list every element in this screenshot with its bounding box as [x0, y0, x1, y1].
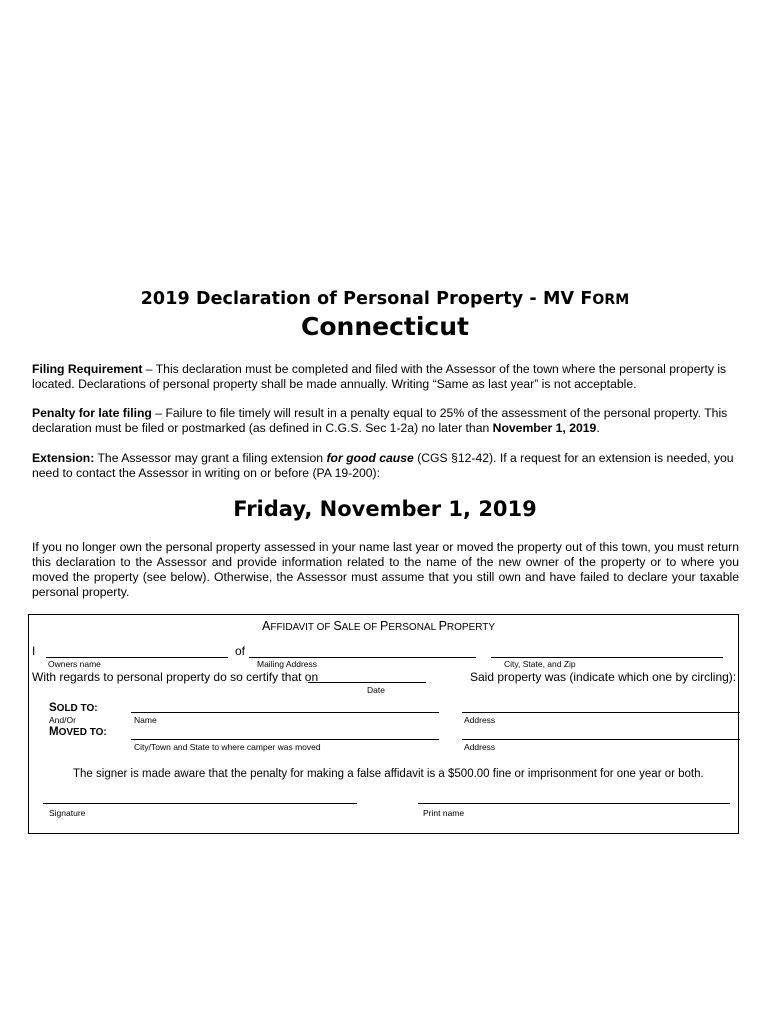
- moved-to-label[interactable]: MOVED TO:: [49, 726, 107, 738]
- affidavit-box: [28, 614, 739, 834]
- penalty-dash: –: [151, 406, 166, 420]
- mailing-address-field[interactable]: [249, 657, 476, 658]
- notice-paragraph: [32, 540, 739, 600]
- extension-text-before: The Assessor may grant a filing extension: [94, 451, 327, 465]
- owners-name-caption: Owners name: [48, 659, 101, 669]
- form-title: [0, 289, 770, 309]
- deadline-date-heading: Friday, November 1, 2019: [233, 497, 537, 521]
- print-name-caption: Print name: [423, 808, 465, 818]
- filing-dash: –: [142, 362, 156, 376]
- filing-requirement-paragraph: [32, 362, 739, 392]
- moved-to-address-field[interactable]: [462, 739, 740, 740]
- filing-requirement-label: Filing Requirement: [32, 362, 143, 376]
- penalty-end: .: [596, 421, 600, 435]
- owners-name-field[interactable]: [46, 657, 228, 658]
- penalty-paragraph: [32, 406, 739, 436]
- moved-to-city-field[interactable]: [131, 739, 439, 740]
- sold-to-label[interactable]: SOLD TO:: [49, 702, 98, 714]
- penalty-label: Penalty for late filing: [32, 406, 152, 420]
- date-caption: Date: [367, 685, 385, 695]
- print-name-field[interactable]: [418, 803, 730, 804]
- mailing-address-caption: Mailing Address: [257, 659, 318, 669]
- said-property-text: Said property was (indicate which one by circling):: [470, 670, 737, 684]
- signature-field[interactable]: [43, 803, 357, 804]
- sold-to-address-field[interactable]: [462, 712, 740, 713]
- title-text: 2019 Declaration of Personal Property - MV: [140, 289, 581, 309]
- penalty-text: Failure to file timely will result in a penalty equal to 25% of the assessment of the personal property. This declaration must be filed or postmarked (as defined in C.G.S. Sec 1-2a) no later than: [32, 406, 728, 435]
- affidavit-heading: AFFIDAVIT OF SALE OF PERSONAL PROPERTY: [262, 619, 496, 633]
- and-or-label: And/Or: [49, 715, 76, 725]
- extension-emphasis: for good cause: [326, 451, 414, 465]
- date-field[interactable]: [308, 682, 426, 683]
- extension-paragraph: [32, 451, 739, 481]
- title-form-initial: F: [580, 289, 593, 309]
- filing-requirement-text: This declaration must be completed and filed with the Assessor of the town where the personal property is located. Declarations of personal property shall be made annually. Writing “Same as last year” is not acceptable.: [32, 362, 727, 391]
- certify-text: With regards to personal property do so certify that on: [32, 670, 319, 684]
- signature-caption: Signature: [49, 808, 86, 818]
- sold-to-name-field[interactable]: [131, 712, 439, 713]
- of-label: of: [235, 644, 246, 658]
- title-form-rest: ORM: [592, 292, 630, 308]
- extension-label: Extension:: [32, 451, 95, 465]
- address-caption-1: Address: [464, 715, 496, 725]
- city-state-zip-caption: City, State, and Zip: [504, 659, 576, 669]
- i-label: I: [32, 644, 36, 658]
- state-heading: Connecticut: [301, 312, 469, 341]
- name-caption: Name: [134, 715, 157, 725]
- city-town-caption: City/Town and State to where camper was moved: [134, 742, 321, 752]
- extension-text-after: (CGS §12-42). If a request for an extension is needed, you need to contact the Assessor in writing on or before (PA 19-200):: [32, 451, 734, 480]
- city-state-zip-field[interactable]: [491, 657, 723, 658]
- notice-text: If you no longer own the personal property assessed in your name last year or moved the property out of this town, you must return this declaration to the Assessor and provide information related to the name of the new owner of the property or to where you moved the property (see below). Otherwise, the Assessor must assume that you still own and have failed to declare your taxable personal property.: [32, 540, 739, 599]
- penalty-deadline-date: November 1, 2019: [492, 421, 597, 435]
- address-caption-2: Address: [464, 742, 496, 752]
- false-affidavit-notice: The signer is made aware that the penalty for making a false affidavit is a $500.00 fine or imprisonment for one year or both.: [73, 768, 704, 780]
